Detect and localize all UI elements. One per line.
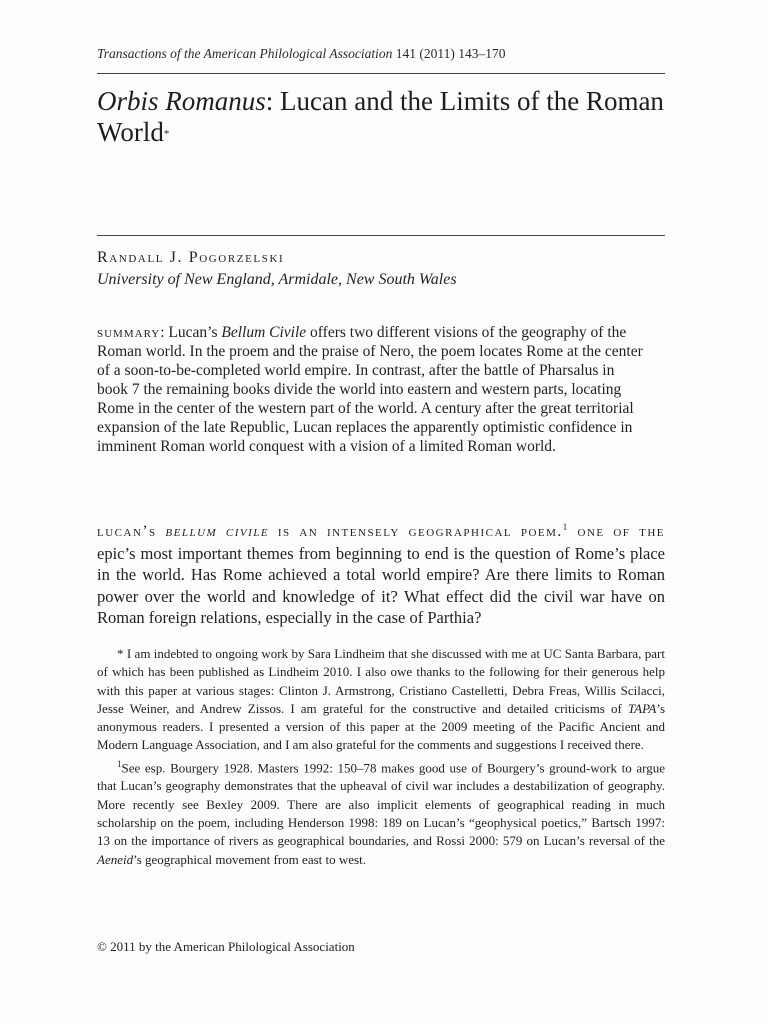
title-rule	[97, 235, 665, 236]
summary-work: Bellum Civile	[221, 324, 307, 341]
title-note-marker: *	[163, 128, 170, 140]
footnote-star-b: ’s anonymous readers. I presented a version of this paper at the 2009 meeting of the Pacific Ancient and Modern Language Association, and I am also grateful for the comments and suggestions I received there.	[97, 700, 665, 753]
body-text: epic’s most important themes from beginning to end is the question of Rome’s place in the world. Has Rome achieved a total world empire? Are there limits to Roman power over the world and knowledge of it? What effect did the civil war have on Roman foreign relations, especially in the case of Parthia?	[97, 543, 665, 628]
author-name: Randall J. Pogorzelski	[97, 249, 285, 266]
journal-citation: 141 (2011) 143–170	[395, 46, 506, 61]
copyright-line: © 2011 by the American Philological Association	[97, 939, 355, 954]
lead-work: bellum civile	[165, 523, 270, 541]
summary-label: summary	[97, 324, 161, 341]
header-rule	[97, 73, 665, 74]
lead-a: lucan’s	[97, 523, 166, 541]
lead-b: is an intensely geographical poem.	[269, 523, 563, 541]
journal-header	[97, 46, 506, 62]
summary-pre: : Lucan’s	[160, 324, 222, 341]
body-lead	[97, 523, 665, 540]
summary-text: offers two different visions of the geography of the Roman world. In the proem and the praise of Nero, the poem locates Rome at the center of a soon-to-be-completed world empire. In contrast, after the battle of Pharsalus in book 7 the remaining books divide the world into eastern and western parts, locating Rome in the center of the western part of the world. A century after the great territorial expansion of the late Republic, Lucan replaces the apparently optimistic confidence in imminent Roman world conquest with a vision of a limited Roman world.	[97, 324, 643, 455]
footnote-1-b: ’s geographical movement from east to west.	[133, 851, 366, 867]
title-italic: Orbis Romanus	[97, 86, 266, 116]
lead-c: one of the	[568, 523, 665, 541]
footnote-1	[97, 755, 665, 869]
footnote-star-a: * I am indebted to ongoing work by Sara Lindheim that she discussed with me at UC Santa Barbara, part of which has been published as Lindheim 2010. I also owe thanks to the following for their generous help with this paper at various stages: Clinton J. Armstrong, Cristiano Castelletti, Debra Freas, Willis Scilacci, Jesse Weiner, and Andrew Zissos. I am grateful for the constructive and detailed criticisms of	[97, 646, 665, 716]
footnote-1-a: See esp. Bourgery 1928. Masters 1992: 150–78 makes good use of Bourgery’s ground-work to argue that Lucan’s geography demonstrates that the upheaval of civil war includes a destabilization of geography. More recently see Bexley 2009. There are also implicit elements of geographical reading in much scholarship on the poem, including Henderson 1998: 189 on Lucan’s “geophysical poetics,” Bartsch 1997: 13 on the importance of rivers as geographical boundaries, and Rossi 2000: 579 on Lucan’s reversal of the	[97, 760, 665, 849]
footnote-1-aeneid: Aeneid	[97, 851, 134, 867]
title-rest: : Lucan and the Limits of the Roman World	[97, 86, 664, 147]
journal-name: Transactions of the American Philological Association	[97, 46, 393, 61]
footnote-1-marker: 1	[117, 758, 122, 769]
footnotes	[97, 645, 665, 869]
article-title	[97, 86, 665, 148]
footnote-ref-1[interactable]: 1	[562, 522, 569, 532]
summary-paragraph	[97, 323, 649, 456]
footnote-star-tapa: TAPA	[627, 700, 657, 716]
footnote-star	[97, 645, 665, 755]
author-affiliation: University of New England, Armidale, New South Wales	[97, 271, 457, 288]
body-paragraph	[97, 517, 665, 629]
